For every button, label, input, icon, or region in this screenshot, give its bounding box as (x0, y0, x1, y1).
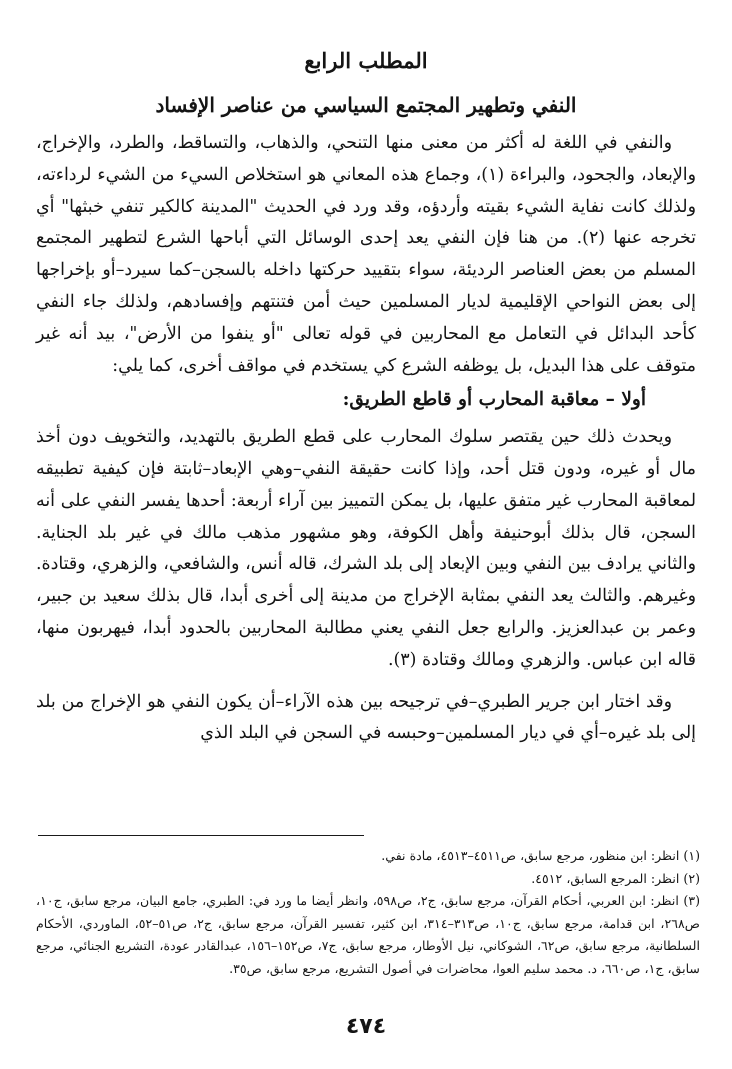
paragraph: ويحدث ذلك حين يقتصر سلوك المحارب على قطع الطريق بالتهديد، والتخويف دون أخذ مال أو غيره، ودون قتل أحد، وإذا كانت حقيقة النفي–وهي الإبعاد–ثابتة فإن كيفية تطبيقه لمعاقبة المحارب غير متفق عليها، بل يمكن التمييز بين آراء أربعة: أحدها يفسر النفي على أنه السجن، قال بذلك أبوحنيفة وأهل الكوفة، وهو مشهور مذهب مالك في غير بلد الجناية. والثاني يرادف بين النفي وبين الإبعاد إلى بلد الشرك، قاله أنس، والشافعي، والزهري، وقتادة. وغيرهم. والثالث يعد النفي بمثابة الإخراج من مدينة إلى أخرى أبدا، قال بذلك سعيد بن جبير، وعمر بن عبدالعزيز. والرابع جعل النفي يعني مطالبة المحاربين بالحدود أبدا، فيهربون منها، قاله ابن عباس. والزهري ومالك وقتادة (٣). (36, 427, 696, 670)
subheading: أولا – معاقبة المحارب أو قاطع الطريق: (342, 389, 646, 411)
paragraph: والنفي في اللغة له أكثر من معنى منها التنحي، والذهاب، والتساقط، والطرد، والإخراج، والإبعاد، والجحود، والبراءة (١)، وجماع هذه المعاني هو استخلاص السيء من الشيء لرداءته، ولذلك كانت نفاية الشيء بقيته وأردؤه، وقد ورد في الحديث "المدينة كالكير تنفي خبثها" أي تخرجه عنها (٢). من هنا فإن النفي يعد إحدى الوسائل التي أباحها الشرع لتطهير المجتمع المسلم من بعض العناصر الرديئة، سواء بتقييد حركتها داخله بالسجن–كما سيرد–أو بإخراجها إلى بعض النواحي الإقليمية لديار المسلمين حيث أمن فتنتهم وإفسادهم، ولذلك جاء النفي كأحد البدائل في التعامل مع المحاربين في قوله تعالى "أو ينفوا من الأرض"، بيد أنه غير متوقف على هذا البديل، بل يوظفه الشرع كي يستخدم في مواقف أخرى، كما يلي: (36, 133, 697, 376)
footnote: (٢) انظر: المرجع السابق، ٤٥١٢. (531, 870, 700, 886)
footnote: (١) انظر: ابن منظور، مرجع سابق، ص٤٥١١–٤٥١٣، مادة نفي. (381, 848, 700, 863)
footnotes (36, 845, 700, 980)
footnote-separator (38, 835, 364, 836)
page-number: ٤٧٤ (345, 1014, 387, 1039)
footnote: (٣) انظر: ابن العربي، أحكام القرآن، مرجع سابق، ج٢، ص٥٩٨، وانظر أيضا ما ورد في: الطبري، جامع البيان، مرجع سابق، ج١٠، ص٢٦٨، ابن قدامة، مرجع سابق، ج١٠، ص٣١٣–٣١٤، ابن كثير، تفسير القرآن، مرجع سابق، ج٢، ص٥١–٥٢، الماوردي، الأحكام السلطانية، مرجع سابق، ص٦٢، الشوكاني، نيل الأوطار، مرجع سابق، ج٧، ص١٥٢–١٥٦، عبدالقادر عودة، التشريع الجنائي، مرجع سابق، ج١، ص٦٦٠، د. محمد سليم العوا، محاضرات في أصول التشريع، مرجع سابق، ص٣٥. (36, 893, 701, 976)
section-heading: المطلب الرابع (304, 48, 428, 73)
section-title: النفي وتطهير المجتمع السياسي من عناصر الإفساد (155, 93, 577, 117)
paragraph: وقد اختار ابن جرير الطبري–في ترجيحه بين هذه الآراء–أن يكون النفي هو الإخراج من بلد إلى بلد غيره–أي في ديار المسلمين–وحبسه في السجن في البلد الذي (36, 691, 696, 744)
body-text (36, 128, 696, 750)
